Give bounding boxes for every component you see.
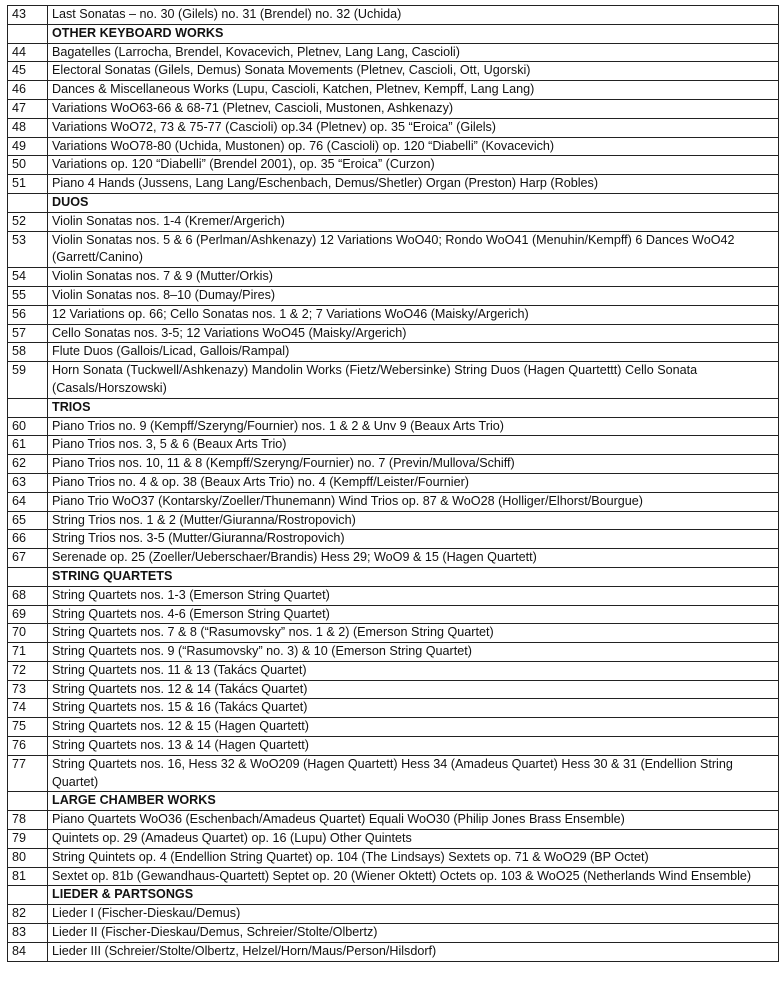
disc-contents: Bagatelles (Larrocha, Brendel, Kovacevich, Pletnev, Lang Lang, Cascioli): [48, 43, 779, 62]
disc-contents: Violin Sonatas nos. 7 & 9 (Mutter/Orkis): [48, 268, 779, 287]
disc-contents: String Quartets nos. 12 & 15 (Hagen Quartett): [48, 718, 779, 737]
disc-number: 69: [8, 605, 48, 624]
disc-contents: Last Sonatas – no. 30 (Gilels) no. 31 (Brendel) no. 32 (Uchida): [48, 6, 779, 25]
disc-contents: String Quartets nos. 7 & 8 (“Rasumovsky” nos. 1 & 2) (Emerson String Quartet): [48, 624, 779, 643]
table-row: [8, 549, 779, 568]
table-row: [8, 605, 779, 624]
section-header-row: [8, 24, 779, 43]
disc-number: 60: [8, 417, 48, 436]
table-row: [8, 455, 779, 474]
disc-contents: Piano Trios no. 4 & op. 38 (Beaux Arts Trio) no. 4 (Kempff/Leister/Fournier): [48, 473, 779, 492]
catalogue-table: [7, 5, 779, 962]
disc-contents: Lieder II (Fischer-Dieskau/Demus, Schreier/Stolte/Olbertz): [48, 924, 779, 943]
catalogue-sheet: [7, 5, 778, 962]
disc-number: 65: [8, 511, 48, 530]
disc-contents: String Quartets nos. 4-6 (Emerson String Quartet): [48, 605, 779, 624]
disc-contents: String Quintets op. 4 (Endellion String Quartet) op. 104 (The Lindsays) Sextets op. 71 & WoO29 (BP Octet): [48, 848, 779, 867]
disc-number: 52: [8, 212, 48, 231]
disc-number: 82: [8, 905, 48, 924]
disc-number: 55: [8, 286, 48, 305]
table-row: [8, 436, 779, 455]
table-row: [8, 661, 779, 680]
disc-contents: Violin Sonatas nos. 8–10 (Dumay/Pires): [48, 286, 779, 305]
table-row: [8, 212, 779, 231]
disc-contents: Variations op. 120 “Diabelli” (Brendel 2001), op. 35 “Eroica” (Curzon): [48, 156, 779, 175]
disc-contents: Quintets op. 29 (Amadeus Quartet) op. 16 (Lupu) Other Quintets: [48, 830, 779, 849]
table-row: [8, 942, 779, 961]
section-heading: DUOS: [48, 193, 779, 212]
disc-contents: Piano Trios no. 9 (Kempff/Szeryng/Fournier) nos. 1 & 2 & Unv 9 (Beaux Arts Trio): [48, 417, 779, 436]
disc-contents: Electoral Sonatas (Gilels, Demus) Sonata Movements (Pletnev, Cascioli, Ott, Ugorski): [48, 62, 779, 81]
table-row: [8, 492, 779, 511]
disc-number: 58: [8, 343, 48, 362]
disc-number: 75: [8, 718, 48, 737]
disc-contents: Variations WoO78-80 (Uchida, Mustonen) op. 76 (Cascioli) op. 120 “Diabelli” (Kovacevich): [48, 137, 779, 156]
table-row: [8, 830, 779, 849]
disc-number: 59: [8, 362, 48, 399]
disc-contents: Variations WoO63-66 & 68-71 (Pletnev, Cascioli, Mustonen, Ashkenazy): [48, 99, 779, 118]
disc-number: [8, 398, 48, 417]
disc-contents: String Trios nos. 1 & 2 (Mutter/Giuranna/Rostropovich): [48, 511, 779, 530]
disc-number: 57: [8, 324, 48, 343]
disc-number: 43: [8, 6, 48, 25]
disc-contents: Piano Trios nos. 10, 11 & 8 (Kempff/Szeryng/Fournier) no. 7 (Previn/Mullova/Schiff): [48, 455, 779, 474]
table-row: [8, 586, 779, 605]
disc-contents: Lieder III (Schreier/Stolte/Olbertz, Helzel/Horn/Maus/Person/Hilsdorf): [48, 942, 779, 961]
disc-contents: Cello Sonatas nos. 3-5; 12 Variations WoO45 (Maisky/Argerich): [48, 324, 779, 343]
disc-number: 62: [8, 455, 48, 474]
table-row: [8, 848, 779, 867]
disc-contents: String Quartets nos. 1-3 (Emerson String Quartet): [48, 586, 779, 605]
disc-number: 72: [8, 661, 48, 680]
disc-number: 48: [8, 118, 48, 137]
table-row: [8, 156, 779, 175]
disc-number: 56: [8, 305, 48, 324]
disc-number: 64: [8, 492, 48, 511]
section-header-row: [8, 792, 779, 811]
disc-number: 84: [8, 942, 48, 961]
disc-number: 61: [8, 436, 48, 455]
table-row: [8, 924, 779, 943]
table-row: [8, 680, 779, 699]
disc-number: 74: [8, 699, 48, 718]
section-header-row: [8, 567, 779, 586]
disc-number: 53: [8, 231, 48, 268]
disc-contents: Sextet op. 81b (Gewandhaus-Quartett) Septet op. 20 (Wiener Oktett) Octets op. 103 & WoO25 (Netherlands Wind Ensemble): [48, 867, 779, 886]
disc-number: 68: [8, 586, 48, 605]
disc-number: 83: [8, 924, 48, 943]
table-row: [8, 737, 779, 756]
disc-number: 44: [8, 43, 48, 62]
disc-number: 71: [8, 643, 48, 662]
disc-contents: Dances & Miscellaneous Works (Lupu, Cascioli, Katchen, Pletnev, Kempff, Lang Lang): [48, 81, 779, 100]
table-row: [8, 511, 779, 530]
disc-number: [8, 886, 48, 905]
section-heading: OTHER KEYBOARD WORKS: [48, 24, 779, 43]
table-row: [8, 867, 779, 886]
disc-number: 49: [8, 137, 48, 156]
disc-contents: Violin Sonatas nos. 5 & 6 (Perlman/Ashkenazy) 12 Variations WoO40; Rondo WoO41 (Menuhin/Kempff) 6 Dances WoO42 (Garrett/Canino): [48, 231, 779, 268]
disc-number: 77: [8, 755, 48, 792]
disc-contents: String Trios nos. 3-5 (Mutter/Giuranna/Rostropovich): [48, 530, 779, 549]
disc-contents: Piano Trios nos. 3, 5 & 6 (Beaux Arts Trio): [48, 436, 779, 455]
table-row: [8, 231, 779, 268]
table-row: [8, 473, 779, 492]
disc-contents: Lieder I (Fischer-Dieskau/Demus): [48, 905, 779, 924]
disc-number: 80: [8, 848, 48, 867]
section-heading: LIEDER & PARTSONGS: [48, 886, 779, 905]
section-header-row: [8, 886, 779, 905]
section-heading: STRING QUARTETS: [48, 567, 779, 586]
disc-number: 54: [8, 268, 48, 287]
disc-number: 73: [8, 680, 48, 699]
section-header-row: [8, 193, 779, 212]
disc-contents: String Quartets nos. 11 & 13 (Takács Quartet): [48, 661, 779, 680]
disc-number: 46: [8, 81, 48, 100]
catalogue-rows: [8, 6, 779, 962]
disc-contents: Flute Duos (Gallois/Licad, Gallois/Rampal): [48, 343, 779, 362]
disc-contents: Piano 4 Hands (Jussens, Lang Lang/Eschenbach, Demus/Shetler) Organ (Preston) Harp (Robles): [48, 175, 779, 194]
disc-number: 67: [8, 549, 48, 568]
table-row: [8, 718, 779, 737]
disc-contents: String Quartets nos. 9 (“Rasumovsky” no. 3) & 10 (Emerson String Quartet): [48, 643, 779, 662]
table-row: [8, 305, 779, 324]
disc-number: [8, 193, 48, 212]
disc-number: 79: [8, 830, 48, 849]
table-row: [8, 905, 779, 924]
disc-number: [8, 24, 48, 43]
table-row: [8, 268, 779, 287]
table-row: [8, 643, 779, 662]
disc-number: 50: [8, 156, 48, 175]
disc-contents: Piano Trio WoO37 (Kontarsky/Zoeller/Thunemann) Wind Trios op. 87 & WoO28 (Holliger/Elhorst/Bourgue): [48, 492, 779, 511]
disc-number: 47: [8, 99, 48, 118]
disc-contents: String Quartets nos. 13 & 14 (Hagen Quartett): [48, 737, 779, 756]
disc-number: [8, 792, 48, 811]
table-row: [8, 43, 779, 62]
disc-contents: 12 Variations op. 66; Cello Sonatas nos. 1 & 2; 7 Variations WoO46 (Maisky/Argerich): [48, 305, 779, 324]
table-row: [8, 175, 779, 194]
table-row: [8, 99, 779, 118]
table-row: [8, 417, 779, 436]
disc-number: 70: [8, 624, 48, 643]
disc-contents: String Quartets nos. 16, Hess 32 & WoO209 (Hagen Quartett) Hess 34 (Amadeus Quartet) Hess 30 & 31 (Endellion String Quartet): [48, 755, 779, 792]
table-row: [8, 62, 779, 81]
disc-contents: Violin Sonatas nos. 1-4 (Kremer/Argerich): [48, 212, 779, 231]
disc-contents: Variations WoO72, 73 & 75-77 (Cascioli) op.34 (Pletnev) op. 35 “Eroica” (Gilels): [48, 118, 779, 137]
table-row: [8, 755, 779, 792]
section-heading: TRIOS: [48, 398, 779, 417]
disc-number: 76: [8, 737, 48, 756]
table-row: [8, 324, 779, 343]
table-row: [8, 811, 779, 830]
table-row: [8, 137, 779, 156]
table-row: [8, 530, 779, 549]
disc-contents: String Quartets nos. 12 & 14 (Takács Quartet): [48, 680, 779, 699]
table-row: [8, 699, 779, 718]
disc-number: 63: [8, 473, 48, 492]
section-heading: LARGE CHAMBER WORKS: [48, 792, 779, 811]
disc-number: 78: [8, 811, 48, 830]
disc-number: 51: [8, 175, 48, 194]
table-row: [8, 624, 779, 643]
table-row: [8, 6, 779, 25]
disc-contents: Horn Sonata (Tuckwell/Ashkenazy) Mandolin Works (Fietz/Webersinke) String Duos (Hagen Quartettt) Cello Sonata (Casals/Horszowski): [48, 362, 779, 399]
table-row: [8, 343, 779, 362]
disc-contents: String Quartets nos. 15 & 16 (Takács Quartet): [48, 699, 779, 718]
disc-number: 45: [8, 62, 48, 81]
disc-contents: Piano Quartets WoO36 (Eschenbach/Amadeus Quartet) Equali WoO30 (Philip Jones Brass Ensemble): [48, 811, 779, 830]
section-header-row: [8, 398, 779, 417]
disc-number: 81: [8, 867, 48, 886]
table-row: [8, 286, 779, 305]
disc-number: [8, 567, 48, 586]
disc-contents: Serenade op. 25 (Zoeller/Ueberschaer/Brandis) Hess 29; WoO9 & 15 (Hagen Quartett): [48, 549, 779, 568]
disc-number: 66: [8, 530, 48, 549]
table-row: [8, 362, 779, 399]
table-row: [8, 81, 779, 100]
table-row: [8, 118, 779, 137]
